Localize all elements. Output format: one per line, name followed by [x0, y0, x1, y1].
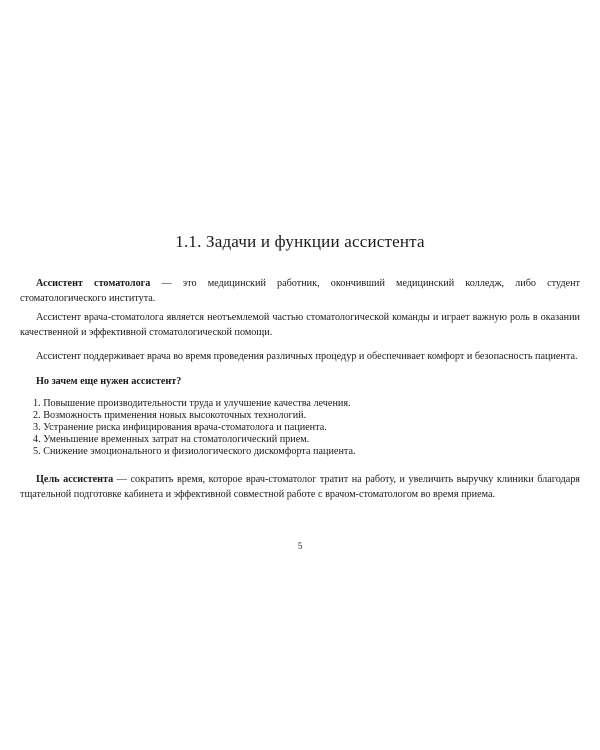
list-item: 1. Повышение производительности труда и улучшение качества лечения.: [33, 398, 351, 409]
paragraph-definition: [20, 276, 580, 306]
section-title: 1.1. Задачи и функции ассистента: [175, 232, 425, 251]
list-item: 5. Снижение эмоционального и физиологического дискомфорта пациента.: [33, 446, 356, 457]
list-item: 2. Возможность применения новых высокоточных технологий.: [33, 410, 307, 421]
list-item: 4. Уменьшение временных затрат на стоматологический прием.: [33, 434, 310, 445]
definition-text: — это медицинский работник, окончивший медицинский колледж, либо студент стоматологического института.: [20, 278, 580, 304]
goal-text: — сократить время, которое врач-стоматолог тратит на работу, и увеличить выручку клиники благодаря тщательной подготовке кабинета и эффективной совместной работе с врачом-стоматологом во время приема.: [20, 474, 580, 500]
benefits-list: [33, 398, 573, 458]
list-item: 3. Устранение риска инфицирования врача-стоматолога и пациента.: [33, 422, 327, 433]
question-heading: Но зачем еще нужен ассистент?: [36, 376, 182, 387]
paragraph-support: Ассистент поддерживает врача во время проведения различных процедур и обеспечивает комфорт и безопасность пациента.: [36, 351, 578, 362]
term-goal: Цель ассистента: [36, 474, 114, 485]
page-number: 5: [297, 541, 303, 551]
paragraph-role: Ассистент врача-стоматолога является неотъемлемой частью стоматологической команды и играет важную роль в оказании качественной и эффективной стоматологической помощи.: [20, 312, 580, 338]
term-assistant: Ассистент стоматолога: [36, 278, 151, 289]
paragraph-goal: [20, 472, 580, 502]
